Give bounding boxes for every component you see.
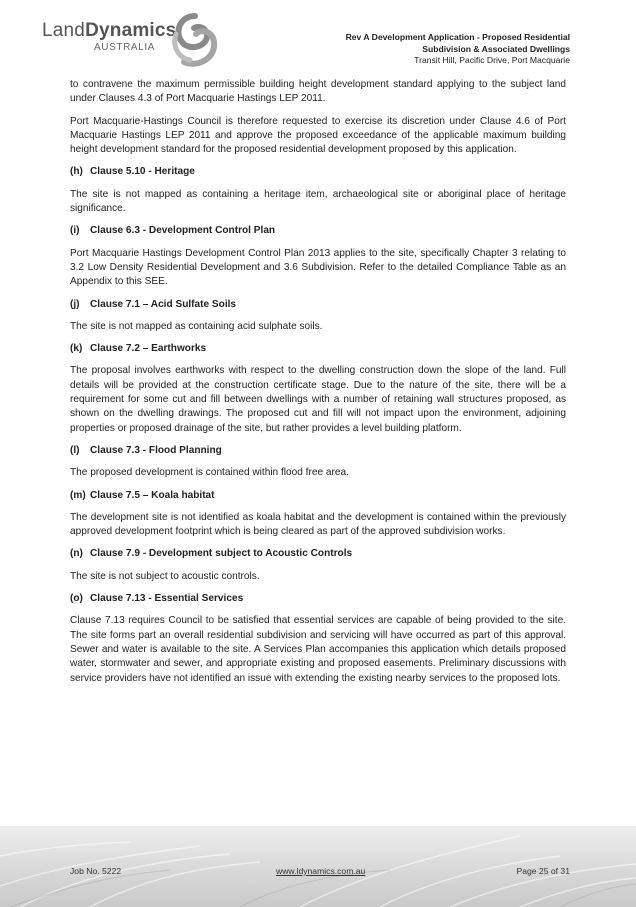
section-heading-n: (n) Clause 7.9 - Development subject to Acoustic Controls: [70, 548, 353, 560]
logo-swirl-icon: [168, 12, 222, 68]
doc-title-line2: Subdivision & Associated Dwellings: [422, 43, 570, 54]
logo-subtitle: AUSTRALIA: [94, 42, 155, 53]
section-heading-h: (h) Clause 5.10 - Heritage: [70, 166, 195, 178]
section-body-o: Clause 7.13 requires Council to be satisfied that essential services are capable of being provided to the site. The site forms part an overall residential subdivision and servicing will have occurred as part of this approval. Sewer and water is available to the site. A Services Plan accompanies this application which details proposed water, stormwater and sewer, and appropriate existing and proposed easements. Preliminary discussions with service providers have not identified an issue with extending the existing nearby services to the proposed lots.: [70, 615, 566, 684]
doc-title-line1: Rev A Development Application - Proposed Residential: [345, 32, 570, 42]
job-number: Job No. 5222: [70, 866, 122, 876]
intro-paragraph-2: Port Macquarie-Hastings Council is therefore requested to exercise its discretion under Clause 4.6 of Port Macquarie Hastings LEP 2011 and approve the proposed exceedance of the applicable maximum building height development standard for the proposed residential development proposed by this application.: [70, 115, 566, 156]
company-logo: [42, 20, 176, 54]
section-heading-j: (j) Clause 7.1 – Acid Sulfate Soils: [70, 298, 237, 310]
section-body-l: The proposed development is contained within flood free area.: [70, 467, 349, 479]
section-body-m: The development site is not identified as koala habitat and the development is contained within the previously approved development footprint which is being cleared as part of the approved subdivision works.: [70, 511, 566, 538]
doc-location: Transit Hill, Pacific Drive, Port Macquarie: [414, 55, 570, 65]
section-body-j: The site is not mapped as containing acid sulphate soils.: [70, 320, 323, 332]
section-body-k: The proposal involves earthworks with respect to the dwelling construction down the slope of the land. Full details will be provided at the construction certificate stage. Due to the nature of the site, there will be a requirement for some cut and fill between dwellings with a number of retaining wall structures proposed, as shown on the dwelling drawings. The proposed cut and fill will not impact upon the environment, adjoining properties or proposed drainage of the site, but rather provides a level building platform.: [70, 365, 566, 434]
section-heading-k: (k) Clause 7.2 – Earthworks: [70, 343, 207, 355]
section-heading-m: (m) Clause 7.5 – Koala habitat: [70, 489, 215, 501]
section-body-n: The site is not subject to acoustic controls.: [70, 570, 260, 582]
intro-paragraph-1: to contravene the maximum permissible building height development standard applying to the subject land under Clauses 4.3 of Port Macquarie Hastings LEP 2011.: [70, 79, 566, 105]
section-heading-i: (i) Clause 6.3 - Development Control Plan: [70, 225, 276, 237]
section-heading-o: (o) Clause 7.13 - Essential Services: [70, 593, 244, 605]
logo-word-dynamics: Dynamics: [85, 20, 177, 41]
logo-word-land: Land: [42, 20, 86, 41]
page-body: [70, 78, 566, 694]
section-body-h: The site is not mapped as containing a heritage item, archaeological site or aboriginal place of heritage significance.: [70, 188, 566, 215]
section-body-i: Port Macquarie Hastings Development Control Plan 2013 applies to the site, specifically Chapter 3 relating to 3.2 Low Density Residential Development and 3.6 Subdivision. Refer to the detailed Compliance Table as an Appendix to this SEE.: [70, 247, 566, 288]
page-header: [0, 0, 636, 82]
document-title-block: [346, 32, 570, 67]
page-footer: [0, 826, 636, 907]
page-number: Page 25 of 31: [516, 866, 570, 876]
website-link[interactable]: www.ldynamics.com.au: [276, 866, 366, 876]
section-heading-l: (l) Clause 7.3 - Flood Planning: [70, 444, 222, 456]
